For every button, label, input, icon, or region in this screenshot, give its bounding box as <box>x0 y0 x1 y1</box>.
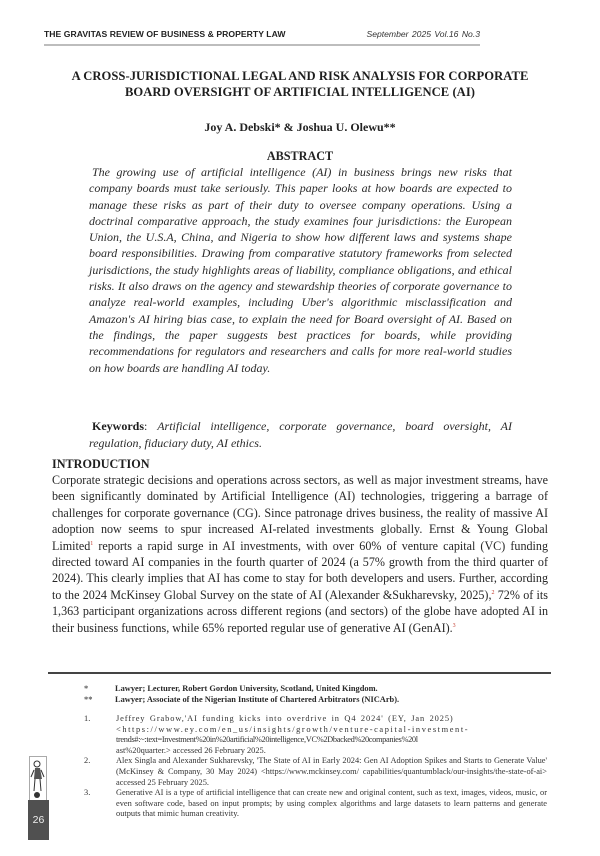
footnote-number: 2. <box>84 756 91 766</box>
introduction-heading: INTRODUCTION <box>52 457 150 471</box>
footnote-separator <box>48 672 551 674</box>
footnote-line: ast%20quarter.> accessed 26 February 2025. <box>116 745 266 755</box>
footnote-item <box>84 756 547 788</box>
keywords-list: Artificial intelligence, corporate governance, board oversight, AI regulation, fiduciary duty, AI ethics. <box>89 419 512 450</box>
footnote-item <box>84 788 547 820</box>
footnote-item <box>84 714 547 756</box>
article-title <box>44 68 556 100</box>
intro-text-3: 72% of its 1,363 participant organizations across different regions (and sectors) of the globe have adopted AI in their business functions, while 65% reported regular use of generative AI (GenAI). <box>52 587 548 635</box>
running-head <box>44 29 480 43</box>
abstract-heading: ABSTRACT <box>266 149 334 163</box>
affiliation-text: Lawyer; Associate of the Nigerian Institute of Chartered Arbitrators (NICArb). <box>115 695 400 704</box>
title-line-2: BOARD OVERSIGHT OF ARTIFICIAL INTELLIGENCE (AI) <box>124 85 476 99</box>
title-line-1: A CROSS-JURISDICTIONAL LEGAL AND RISK ANALYSIS FOR CORPORATE <box>71 69 529 83</box>
author-byline: Joy A. Debski* & Joshua U. Olewu** <box>204 120 396 134</box>
author-affiliations <box>84 683 544 705</box>
intro-text-1: Corporate strategic decisions and operations across sectors, as well as major investment streams, have been significantly dominated by Artificial Intelligence (AI) technologies, triggering a barrage of challenges for corporate governance (CG). Since patronage drives business, the reality of massive AI adoption now seems to spur increased AI-related investments globally. Ernst & Young Global Limited <box>52 473 548 553</box>
intro-text-2: reports a rapid surge in AI investments, with over 60% of venture capital (VC) funding directed toward AI companies in the fourth quarter of 2024 (a 57% growth from the third quarter of 2024). This clearly implies that AI has come to stay for both developers and users. Further, according to the 2024 McKinsey Global Survey on the state of AI (Alexander &Sukharevsky, 2025), <box>52 538 548 602</box>
footnote-text <box>116 714 547 756</box>
footnote-ref-2[interactable]: 2 <box>491 589 495 596</box>
keywords-separator: : <box>144 419 158 433</box>
keywords-label: Keywords <box>92 419 144 433</box>
affiliation-item <box>84 694 544 705</box>
footnote-ref-3[interactable]: 3 <box>452 622 456 629</box>
issue-info: September 2025 Vol.16 No.3 <box>366 29 480 39</box>
affiliation-text: Lawyer; Lecturer, Robert Gordon University, Scotland, United Kingdom. <box>115 684 378 693</box>
header-rule <box>44 44 480 46</box>
footnotes <box>84 714 547 820</box>
abstract-text: The growing use of artificial intelligence (AI) in business brings new risks that company boards must take seriously. This paper looks at how boards are expected to manage these risks as part of their duty to oversee company operations. Using a doctrinal comparative approach, the study examines four jurisdictions: the European Union, the U.S.A, China, and Nigeria to show how different laws and systems shape board responsibilities. Drawing from comparative statutory frameworks from selected jurisdictions, the study highlights areas of liability, compliance obligations, and ethical risks. It also draws on the agency and stewardship theories of corporate governance to analyze real-world examples, including Uber's algorithmic misclassification and Amazon's AI hiring bias case, to explain the need for Board oversight of AI. Based on the findings, the paper suggests best practices for boards, while providing recommendations for regulators and researchers and calls for more real-world studies on how boards are handling AI today. <box>89 165 512 375</box>
footnote-ref-1[interactable]: 1 <box>90 540 94 547</box>
page-number-badge: 26 <box>28 800 49 840</box>
footnote-text: Alex Singla and Alexander Sukharevsky, 'The State of AI in Early 2024: Gen AI Adoption Spikes and Starts to Generate Value' (McKinsey & Company, 30 May 2024) <https://www.mckinsey.com/ capabilities/quantumblack/our-insights/the-state-of-ai> accessed 25 February 2025. <box>116 756 547 787</box>
affiliation-mark: ** <box>84 695 93 704</box>
keywords <box>89 418 512 451</box>
affiliation-mark: * <box>84 684 89 693</box>
figure-illustration-icon <box>30 757 46 801</box>
footnote-number: 3. <box>84 788 91 798</box>
journal-name: THE GRAVITAS REVIEW OF BUSINESS & PROPERTY LAW <box>44 29 286 39</box>
footnote-text: Generative AI is a type of artificial intelligence that can create new and original content, such as text, images, videos, music, or even software code, based on input prompts; by using complex algorithms and large datasets to learn patterns and generate outputs that mimic human creativity. <box>116 788 547 819</box>
footnote-url[interactable]: trends#:~:text=Investment%20in%20artificial%20intelligence,VC%2Dbacked%20companies%20l <box>116 735 418 745</box>
footnote-line: Jeffrey Grabow,'AI funding kicks into overdrive in Q4 2024' (EY, Jan 2025) <box>116 714 454 723</box>
affiliation-item <box>84 683 544 694</box>
footnote-number: 1. <box>84 714 91 723</box>
footnote-url[interactable]: <https://www.ey.com/en_us/insights/growth/venture-capital-investment- <box>116 724 470 734</box>
introduction-paragraph <box>52 472 548 636</box>
